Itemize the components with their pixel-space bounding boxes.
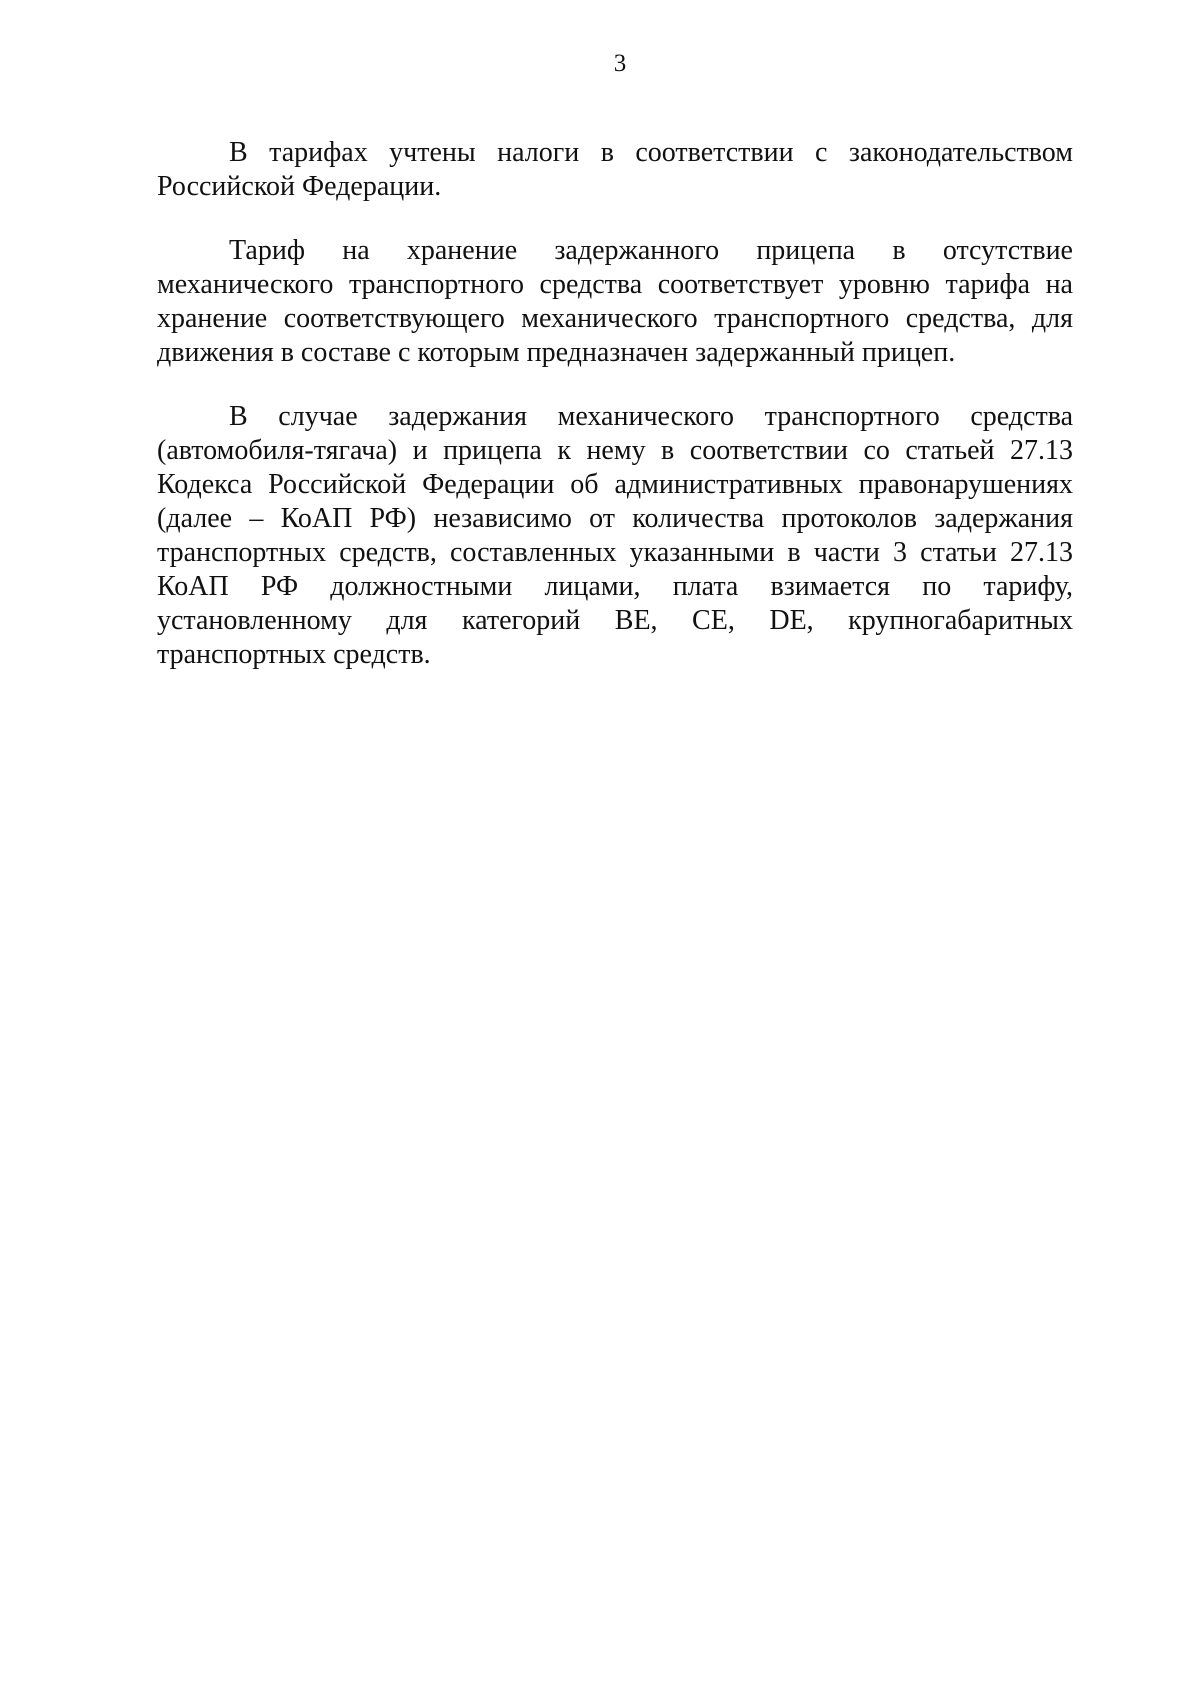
page-number: 3: [613, 50, 627, 77]
document-body: [157, 136, 1073, 702]
paragraph-taxes: В тарифах учтены налоги в соответствии с законодательством Российской Федерации.: [157, 137, 1073, 202]
paragraph-vehicle-detention: В случае задержания механического транспортного средства (автомобиля-тягача) и прицепа к нему в соответствии со статьей 27.13 Кодекса Российской Федерации об административных правонарушениях (далее – КоАП РФ) независимо от количества протоколов задержания транспортных средств, составленных указанными в части 3 статьи 27.13 КоАП РФ должностными лицами, плата взимается по тарифу, установленному для категорий BE, CE, DE, крупногабаритных транспортных средств.: [157, 401, 1073, 670]
paragraph-trailer-storage-tariff: Тариф на хранение задержанного прицепа в отсутствие механического транспортного средства соответствует уровню тарифа на хранение соответствующего механического транспортного средства, для движения в составе с которым предназначен задержанный прицеп.: [157, 235, 1073, 368]
